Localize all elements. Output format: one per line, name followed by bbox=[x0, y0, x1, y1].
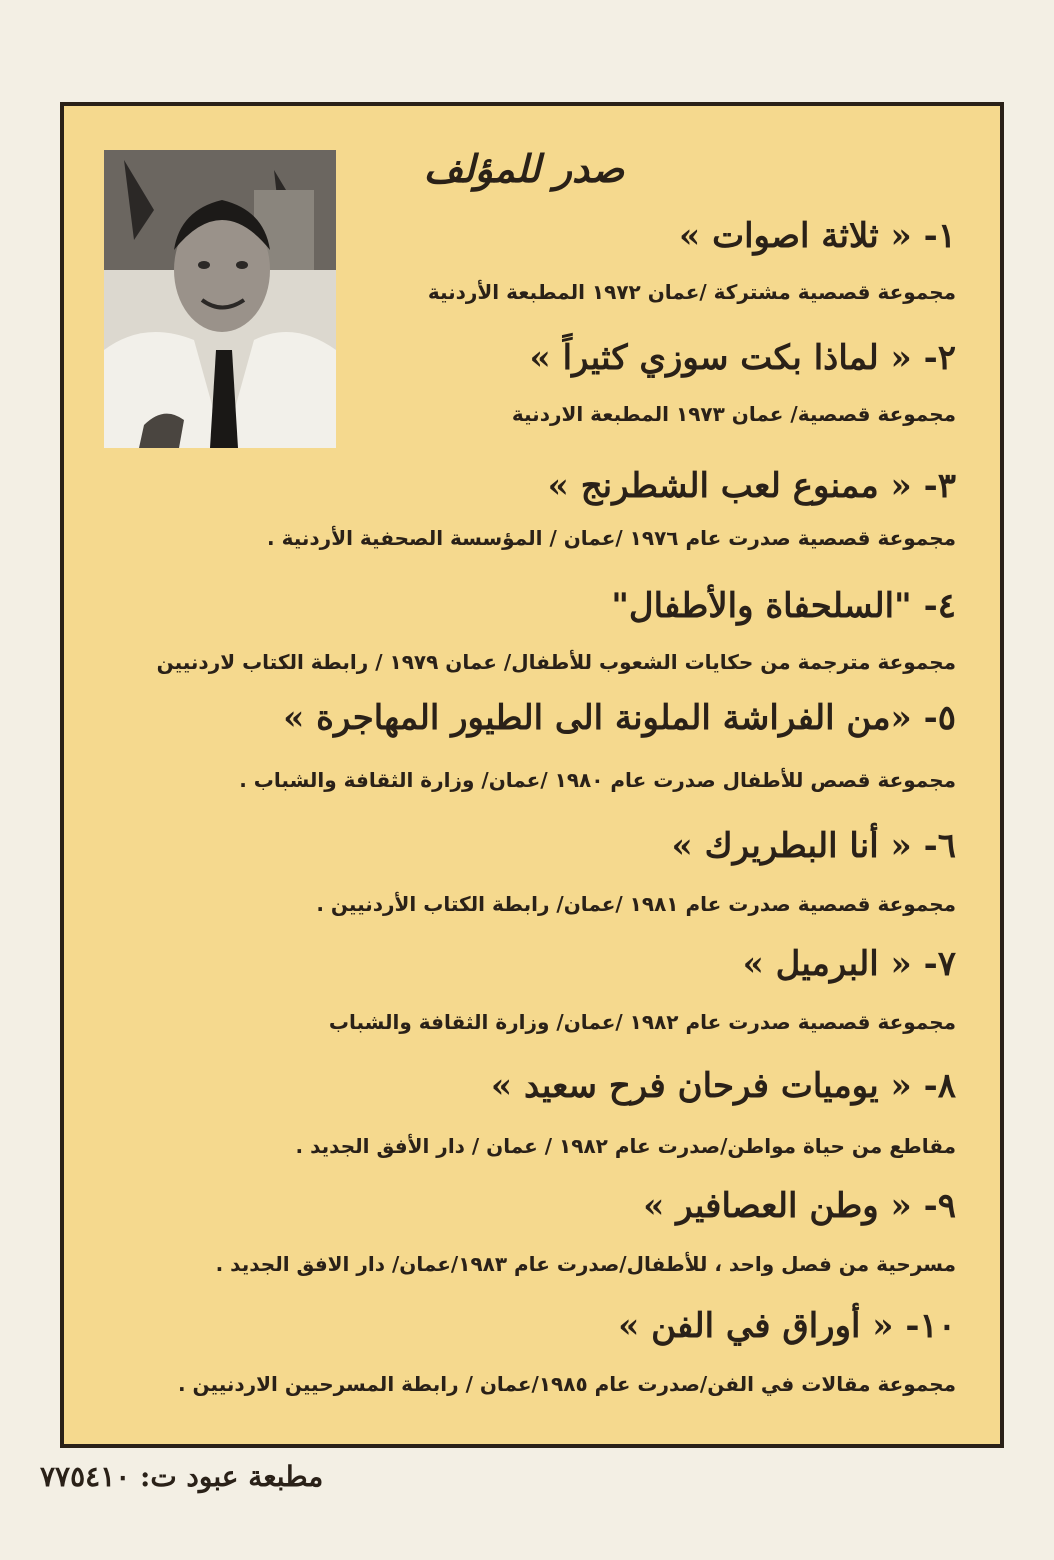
publication-title-10: ١٠- « أوراق في الفن » bbox=[618, 1306, 956, 1346]
publication-desc-8: مقاطع من حياة مواطن/صدرت عام ١٩٨٢ / عمان / دار الأفق الجديد . bbox=[295, 1134, 956, 1158]
publications-list bbox=[64, 106, 1000, 1444]
printer-imprint: مطبعة عبود ت: ٧٧٥٤١٠ bbox=[40, 1460, 324, 1493]
publication-desc-3: مجموعة قصصية صدرت عام ١٩٧٦ /عمان / المؤسسة الصحفية الأردنية . bbox=[267, 526, 956, 550]
publication-title-7: ٧- « البرميل » bbox=[742, 944, 956, 984]
publication-title-3: ٣- « ممنوع لعب الشطرنج » bbox=[547, 466, 956, 506]
publication-desc-6: مجموعة قصصية صدرت عام ١٩٨١ /عمان/ رابطة الكتاب الأردنيين . bbox=[316, 892, 956, 916]
publication-title-4: ٤- "السلحفاة والأطفال" bbox=[611, 586, 956, 626]
publication-title-8: ٨- « يوميات فرحان فرح سعيد » bbox=[490, 1066, 956, 1106]
publication-title-6: ٦- « أنا البطريرك » bbox=[671, 826, 956, 866]
publication-title-2: ٢- « لماذا بكت سوزي كثيراً » bbox=[529, 338, 956, 378]
publication-desc-4: مجموعة مترجمة من حكايات الشعوب للأطفال/ عمان ١٩٧٩ / رابطة الكتاب لاردنيين bbox=[156, 650, 956, 674]
publication-desc-5: مجموعة قصص للأطفال صدرت عام ١٩٨٠ /عمان/ وزارة الثقافة والشباب . bbox=[239, 768, 956, 792]
publication-title-9: ٩- « وطن العصافير » bbox=[643, 1186, 956, 1226]
publication-desc-9: مسرحية من فصل واحد ، للأطفال/صدرت عام ١٩٨٣/عمان/ دار الافق الجديد . bbox=[215, 1252, 956, 1276]
publication-desc-7: مجموعة قصصية صدرت عام ١٩٨٢ /عمان/ وزارة الثقافة والشباب bbox=[328, 1010, 956, 1034]
publication-desc-1: مجموعة قصصية مشتركة /عمان ١٩٧٢ المطبعة الأردنية bbox=[427, 280, 956, 304]
content-frame bbox=[60, 102, 1004, 1448]
publication-title-1: ١- « ثلاثة اصوات » bbox=[678, 216, 956, 256]
publication-title-5: ٥- «من الفراشة الملونة الى الطيور المهاجرة » bbox=[283, 698, 956, 738]
page-title: صدر للمؤلف bbox=[423, 146, 625, 191]
publication-desc-10: مجموعة مقالات في الفن/صدرت عام ١٩٨٥/عمان / رابطة المسرحيين الاردنيين . bbox=[177, 1372, 956, 1396]
publication-desc-2: مجموعة قصصية/ عمان ١٩٧٣ المطبعة الاردنية bbox=[511, 402, 956, 426]
